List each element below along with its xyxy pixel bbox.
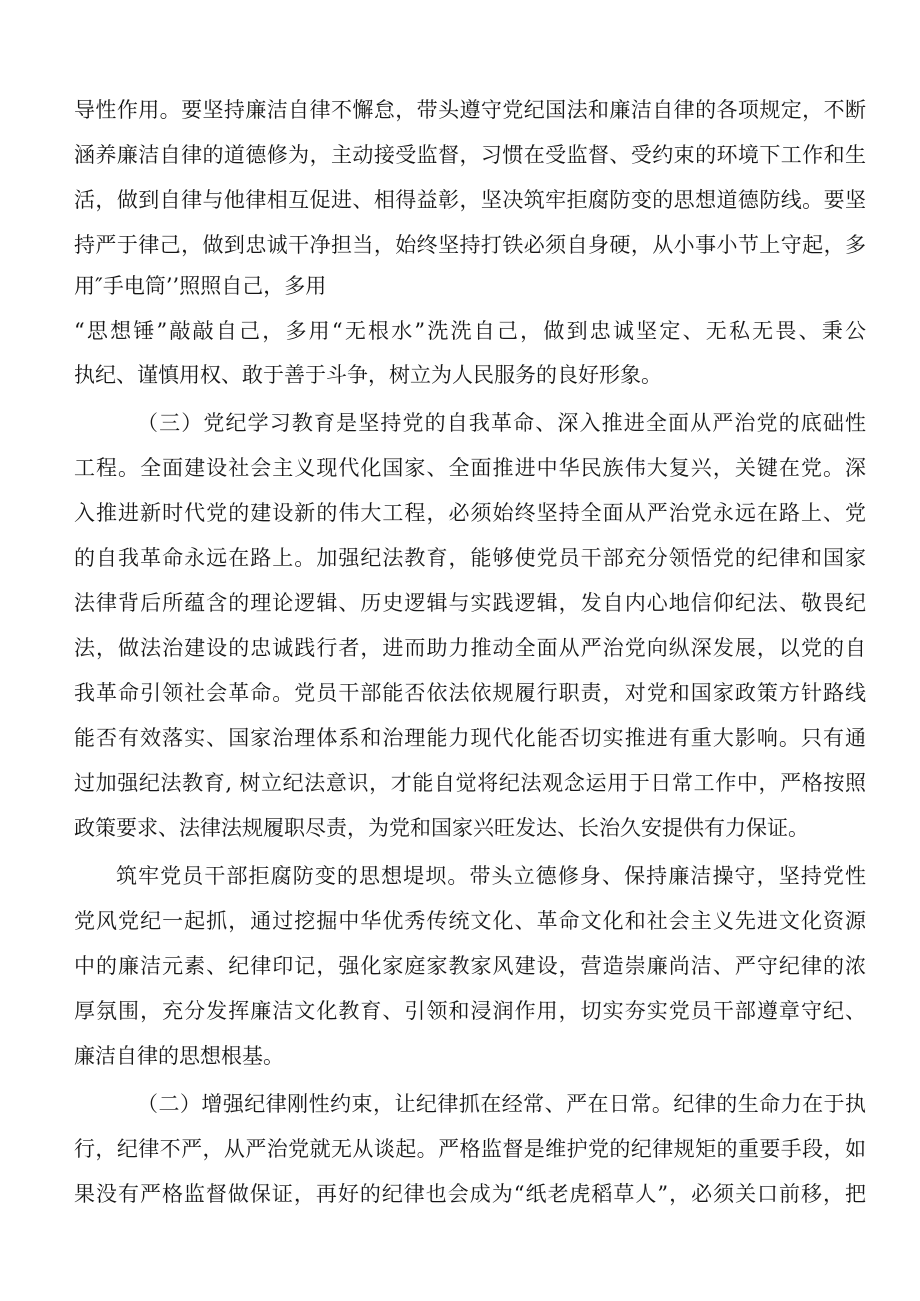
paragraph-start: 筑牢党员干部拒腐防变的思想堤坝。带头立德修身、保持廉洁操守，坚持党性 [116,864,866,888]
paragraph-heading: （三）党纪学习教育是坚持党的自我革命、深入推进全面从严治党的底础性 [137,411,866,435]
text-line: 工程。全面建设社会主义现代化国家、全面推进中华民族伟大复兴，关键在党。深 [74,456,866,480]
text-line: 能否有效落实、国家治理体系和治理能力现代化能否切实推进有重大影响。只有通 [74,726,866,750]
text-line: “思想锤”敲敲自己，多用“无根水”洗洗自己，做到忠诚坚定、无私无畏、秉公 [74,319,866,343]
text-line: 党风党纪一起抓，通过挖掘中华优秀传统文化、革命文化和社会主义先进文化资源 [74,909,866,933]
text-line: 执纪、谨慎用权、敢于善于斗争，树立为人民服务的良好形象。 [74,363,662,387]
text-line: 持严于律己，做到忠诚干净担当，始终坚持打铁必须自身硬，从小事小节上守起，多 [74,233,866,257]
text-line: 法，做法治建设的忠诚践行者，进而助力推动全面从严治党向纵深发展，以党的自 [74,636,866,660]
text-line: 导性作用。要坚持廉洁自律不懈怠，带头遵守党纪国法和廉洁自律的各项规定，不断 [74,98,866,122]
text-line: 中的廉洁元素、纪律印记，强化家庭家教家风建设，营造崇廉尚洁、严守纪律的浓 [74,954,866,978]
text-line: 法律背后所蕴含的理论逻辑、历史逻辑与实践逻辑，发自内心地信仰纪法、敬畏纪 [74,591,866,615]
text-line: 行，纪律不严，从严治党就无从谈起。严格监督是维护党的纪律规矩的重要手段，如 [74,1137,866,1161]
text-line: 过加强纪法教育, 树立纪法意识，才能自觉将纪法观念运用于日常工作中，严格按照 [74,771,866,795]
text-line: 入推进新时代党的建设新的伟大工程，必须始终坚持全面从严治党永远在路上、党 [74,501,866,525]
text-line: 政策要求、法律法规履职尽责，为党和国家兴旺发达、长治久安提供有力保证。 [74,816,809,840]
text-line: 果没有严格监督做保证，再好的纪律也会成为“纸老虎稻草人”，必须关口前移，把 [74,1182,866,1206]
text-line: 厚氛围，充分发挥廉洁文化教育、引领和浸润作用，切实夯实党员干部遵章守纪、 [74,999,866,1023]
text-line: 用″手电筒’’照照自己，多用 [74,274,327,298]
text-line: 涵养廉洁自律的道德修为，主动接受监督，习惯在受监督、受约束的环境下工作和生 [74,143,866,167]
text-line: 的自我革命永远在路上。加强纪法教育，能够使党员干部充分领悟党的纪律和国家 [74,546,866,570]
text-line: 廉洁自律的思想根基。 [74,1044,284,1068]
paragraph-heading: （二）增强纪律刚性约束，让纪律抓在经常、严在日常。纪律的生命力在于执 [137,1092,866,1116]
text-line: 活，做到自律与他律相互促进、相得益彰，坚决筑牢拒腐防变的思想道德防线。要坚 [74,188,866,212]
text-line: 我革命引领社会革命。党员干部能否依法依规履行职责，对党和国家政策方针路线 [74,681,866,705]
